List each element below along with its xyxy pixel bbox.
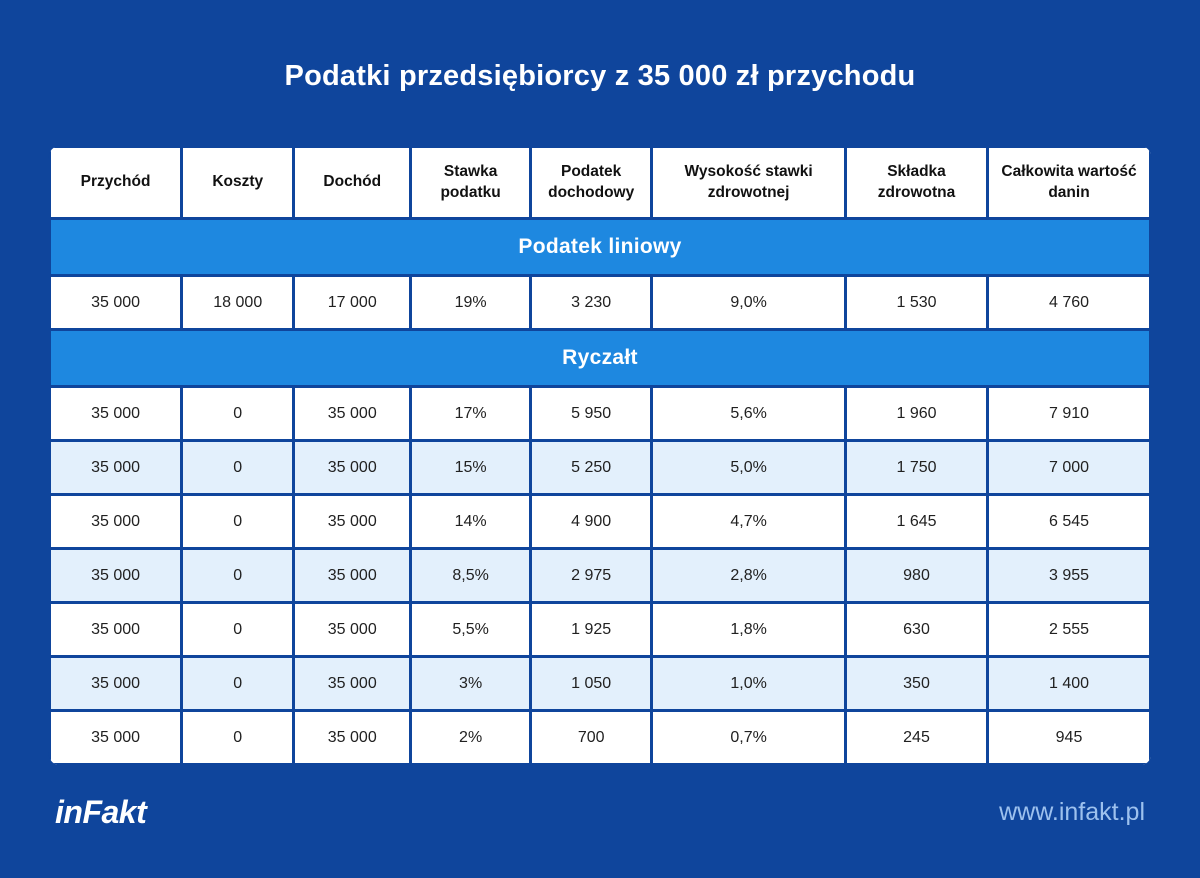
table-cell: 15% (411, 441, 531, 495)
table-cell: 19% (411, 276, 531, 330)
table-row (50, 549, 1151, 603)
website-url: www.infakt.pl (999, 798, 1145, 826)
table-cell: 35 000 (294, 711, 411, 765)
table-cell: 980 (845, 549, 987, 603)
table-cell: 1 530 (845, 276, 987, 330)
table-cell: 35 000 (50, 549, 182, 603)
table-cell: 350 (845, 657, 987, 711)
table-cell: 3 230 (531, 276, 652, 330)
table-cell: 35 000 (50, 276, 182, 330)
section-row-ryczalt (50, 330, 1151, 387)
table-cell: 35 000 (50, 657, 182, 711)
section-label: Ryczałt (50, 330, 1151, 387)
tax-table-grid (48, 145, 1152, 766)
table-cell: 14% (411, 495, 531, 549)
table-cell: 35 000 (50, 495, 182, 549)
table-cell: 1,0% (652, 657, 846, 711)
table-cell: 6 545 (988, 495, 1151, 549)
table-cell: 4 760 (988, 276, 1151, 330)
table-cell: 7 910 (988, 387, 1151, 441)
table-cell: 0 (182, 441, 294, 495)
tax-table (48, 145, 1152, 766)
table-cell: 1 050 (531, 657, 652, 711)
table-cell: 18 000 (182, 276, 294, 330)
table-cell: 1 645 (845, 495, 987, 549)
table-cell: 1 400 (988, 657, 1151, 711)
table-cell: 2% (411, 711, 531, 765)
table-cell: 35 000 (50, 387, 182, 441)
table-row (50, 441, 1151, 495)
table-cell: 5,6% (652, 387, 846, 441)
table-cell: 1 960 (845, 387, 987, 441)
table-cell: 1 925 (531, 603, 652, 657)
table-cell: 8,5% (411, 549, 531, 603)
section-label: Podatek liniowy (50, 219, 1151, 276)
table-cell: 0 (182, 657, 294, 711)
header-calkowita-wartosc-danin: Całkowita wartość danin (988, 147, 1151, 219)
table-cell: 0 (182, 495, 294, 549)
table-cell: 4,7% (652, 495, 846, 549)
table-cell: 0 (182, 711, 294, 765)
table-cell: 0,7% (652, 711, 846, 765)
table-cell: 0 (182, 603, 294, 657)
table-cell: 4 900 (531, 495, 652, 549)
header-przychod: Przychód (50, 147, 182, 219)
table-cell: 2 555 (988, 603, 1151, 657)
table-cell: 3 955 (988, 549, 1151, 603)
table-cell: 2,8% (652, 549, 846, 603)
table-cell: 35 000 (294, 495, 411, 549)
header-koszty: Koszty (182, 147, 294, 219)
table-cell: 1 750 (845, 441, 987, 495)
footer (55, 794, 1145, 831)
table-row (50, 387, 1151, 441)
table-cell: 35 000 (294, 603, 411, 657)
table-row (50, 711, 1151, 765)
table-header-row (50, 147, 1151, 219)
table-cell: 17 000 (294, 276, 411, 330)
table-cell: 35 000 (50, 603, 182, 657)
table-cell: 0 (182, 387, 294, 441)
table-row (50, 603, 1151, 657)
section-row-podatek-liniowy (50, 219, 1151, 276)
table-cell: 35 000 (50, 711, 182, 765)
table-cell: 9,0% (652, 276, 846, 330)
header-dochod: Dochód (294, 147, 411, 219)
table-row (50, 657, 1151, 711)
table-cell: 35 000 (294, 549, 411, 603)
table-row (50, 495, 1151, 549)
header-wysokosc-stawki-zdrowotnej: Wysokość stawki zdrowotnej (652, 147, 846, 219)
table-cell: 35 000 (294, 441, 411, 495)
page-title: Podatki przedsiębiorcy z 35 000 zł przychodu (284, 60, 916, 92)
header-stawka-podatku: Stawka podatku (411, 147, 531, 219)
table-cell: 945 (988, 711, 1151, 765)
table-cell: 5 950 (531, 387, 652, 441)
table-cell: 5,5% (411, 603, 531, 657)
table-cell: 245 (845, 711, 987, 765)
table-cell: 3% (411, 657, 531, 711)
table-cell: 17% (411, 387, 531, 441)
table-cell: 7 000 (988, 441, 1151, 495)
header-skladka-zdrowotna: Składka zdrowotna (845, 147, 987, 219)
table-cell: 35 000 (294, 387, 411, 441)
table-cell: 5 250 (531, 441, 652, 495)
table-cell: 0 (182, 549, 294, 603)
infakt-logo: inFakt (55, 794, 147, 830)
table-cell: 1,8% (652, 603, 846, 657)
table-cell: 5,0% (652, 441, 846, 495)
table-row (50, 276, 1151, 330)
table-cell: 700 (531, 711, 652, 765)
table-cell: 2 975 (531, 549, 652, 603)
table-cell: 35 000 (294, 657, 411, 711)
header-podatek-dochodowy: Podatek dochodowy (531, 147, 652, 219)
table-cell: 35 000 (50, 441, 182, 495)
table-cell: 630 (845, 603, 987, 657)
